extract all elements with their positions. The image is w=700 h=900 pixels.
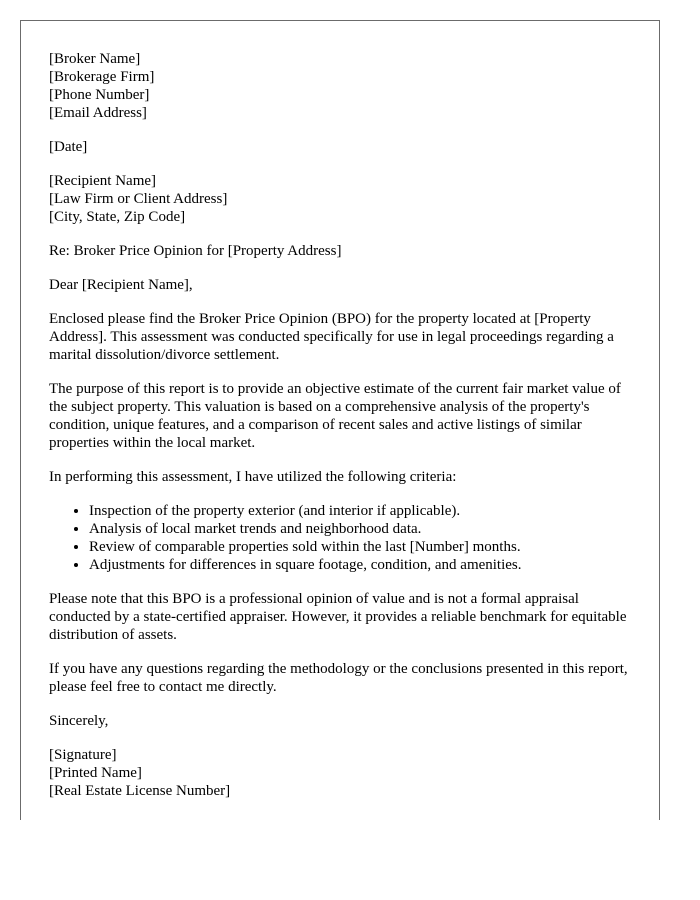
brokerage-firm: [Brokerage Firm] xyxy=(49,69,155,85)
salutation: Dear [Recipient Name], xyxy=(49,277,193,293)
license-number: [Real Estate License Number] xyxy=(49,783,231,799)
broker-name: [Broker Name] xyxy=(49,51,141,67)
recipient-city-state-zip: [City, State, Zip Code] xyxy=(49,209,186,225)
subject-line: Re: Broker Price Opinion for [Property Address] xyxy=(49,243,342,259)
signoff: Sincerely, xyxy=(49,713,109,729)
email-address: [Email Address] xyxy=(49,105,147,121)
paragraph-disclaimer: Please note that this BPO is a professional opinion of value and is not a formal appraisal conducted by a state-certified appraiser. However, it provides a reliable benchmark for equitable distribution of assets. xyxy=(49,591,627,643)
paragraph-contact: If you have any questions regarding the methodology or the conclusions presented in this report, please feel free to contact me directly. xyxy=(49,661,628,695)
criteria-list xyxy=(49,502,633,574)
signature-placeholder: [Signature] xyxy=(49,747,117,763)
letter-date: [Date] xyxy=(49,139,88,155)
letter-body xyxy=(49,50,633,816)
paragraph-criteria-intro: In performing this assessment, I have utilized the following criteria: xyxy=(49,469,457,485)
paragraph-intro: Enclosed please find the Broker Price Opinion (BPO) for the property located at [Property Address]. This assessment was conducted specifically for use in legal proceedings regarding a marital dissolution/divorce settlement. xyxy=(49,311,614,363)
recipient-name: [Recipient Name] xyxy=(49,173,157,189)
signature-block xyxy=(49,746,633,800)
printed-name: [Printed Name] xyxy=(49,765,142,781)
date-block xyxy=(49,138,633,156)
paragraph-purpose: The purpose of this report is to provide an objective estimate of the current fair market value of the subject property. This valuation is based on a comprehensive analysis of the property's condition, unique features, and a comparison of recent sales and active listings of similar properties within the local market. xyxy=(49,381,621,451)
recipient-address: [Law Firm or Client Address] xyxy=(49,191,228,207)
list-item: • Review of comparable properties sold within the last [Number] months. xyxy=(89,538,633,556)
recipient-block xyxy=(49,172,633,226)
list-item: • Analysis of local market trends and neighborhood data. xyxy=(89,520,633,538)
phone-number: [Phone Number] xyxy=(49,87,150,103)
list-item: • Inspection of the property exterior (and interior if applicable). xyxy=(89,502,633,520)
sender-block xyxy=(49,50,633,122)
letter-page xyxy=(20,20,660,820)
list-item: • Adjustments for differences in square footage, condition, and amenities. xyxy=(89,556,633,574)
